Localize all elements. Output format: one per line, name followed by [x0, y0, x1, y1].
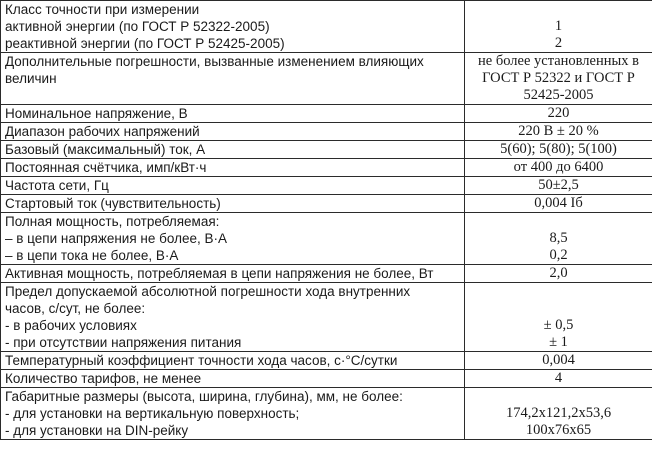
value-line: 1	[554, 18, 563, 34]
value-cell	[465, 283, 652, 352]
table-row	[1, 141, 652, 159]
parameter-line: Количество тарифов, не менее	[5, 371, 202, 386]
value-line: ± 0,5	[543, 317, 574, 333]
value-cell	[465, 141, 652, 159]
parameter-cell	[1, 370, 465, 388]
value-line: 0,004	[542, 352, 575, 368]
value-line	[469, 283, 648, 300]
parameter-line: – в цепи тока не более, В·А	[5, 248, 179, 263]
value-line: 220 В ± 20 %	[518, 123, 599, 139]
value-cell	[465, 53, 652, 105]
value-cell	[465, 370, 652, 388]
value-cell	[465, 159, 652, 177]
table-row	[1, 195, 652, 213]
value-line: ГОСТ Р 52322 и ГОСТ Р	[482, 70, 635, 86]
parameter-line: - при отсутствии напряжения питания	[5, 335, 242, 350]
value-line: 220	[547, 105, 570, 121]
parameter-cell	[1, 195, 465, 213]
parameter-cell	[1, 352, 465, 370]
parameter-cell	[1, 388, 465, 440]
value-cell	[465, 265, 652, 283]
parameter-line: Дополнительные погрешности, вызванные изменением влияющих	[5, 54, 424, 69]
table-row	[1, 123, 652, 141]
value-line: 50±2,5	[538, 177, 579, 193]
value-line: 0,2	[549, 247, 568, 263]
parameter-line: Класс точности при измерении	[5, 2, 200, 17]
parameter-cell	[1, 141, 465, 159]
table-row	[1, 159, 652, 177]
table-row	[1, 283, 652, 352]
parameter-cell	[1, 213, 465, 265]
parameter-line: реактивной энергии (по ГОСТ Р 52425-2005)	[5, 36, 285, 51]
value-line: 174,2х121,2х53,6	[505, 405, 612, 421]
value-line: 8,5	[549, 230, 568, 246]
value-line: 5(60); 5(80); 5(100)	[500, 141, 617, 157]
parameter-line: Постоянная счётчика, имп/кВт·ч	[5, 160, 207, 175]
value-line	[469, 388, 648, 405]
value-line: 52425-2005	[523, 87, 594, 103]
value-line	[469, 300, 648, 317]
parameter-line: часов, с/сут, не более:	[5, 301, 146, 316]
parameter-line: Активная мощность, потребляемая в цепи напряжения не более, Вт	[5, 266, 434, 281]
value-line: от 400 до 6400	[513, 159, 604, 175]
specifications-table-body	[1, 1, 652, 440]
parameter-line: активной энергии (по ГОСТ Р 52322-2005)	[5, 19, 270, 34]
parameter-cell	[1, 1, 465, 53]
parameter-line: - для установки на вертикальную поверхность;	[5, 406, 300, 421]
value-line: 0,004 Iб	[534, 195, 583, 211]
parameter-line: Температурный коэффициент точности хода часов, с·°С/сутки	[5, 353, 398, 368]
table-row	[1, 352, 652, 370]
table-row	[1, 388, 652, 440]
table-row	[1, 177, 652, 195]
parameter-line: - в рабочих условиях	[5, 318, 137, 333]
table-row	[1, 105, 652, 123]
parameter-line: Полная мощность, потребляемая:	[5, 214, 220, 229]
table-row	[1, 213, 652, 265]
parameter-line: величин	[5, 71, 57, 86]
value-cell	[465, 352, 652, 370]
value-cell	[465, 388, 652, 440]
value-line	[469, 213, 648, 230]
parameter-line: Стартовый ток (чувствительность)	[5, 196, 221, 211]
parameter-line: – в цепи напряжения не более, В·А	[5, 231, 227, 246]
value-cell	[465, 177, 652, 195]
parameter-cell	[1, 105, 465, 123]
value-line: не более установленных в	[478, 53, 639, 69]
parameter-line: Базовый (максимальный) ток, А	[5, 142, 206, 157]
value-cell	[465, 123, 652, 141]
value-line: 100х76х65	[525, 422, 592, 438]
value-line: 4	[554, 370, 563, 386]
value-line	[469, 1, 648, 18]
table-row	[1, 53, 652, 105]
parameter-line: Номинальное напряжение, В	[5, 106, 188, 121]
table-row	[1, 1, 652, 53]
value-cell	[465, 1, 652, 53]
parameter-line: Предел допускаемой абсолютной погрешности хода внутренних	[5, 284, 411, 299]
parameter-line: Частота сети, Гц	[5, 178, 109, 193]
value-cell	[465, 195, 652, 213]
parameter-line: Габаритные размеры (высота, ширина, глубина), мм, не более:	[5, 389, 403, 404]
value-line: 2	[554, 35, 563, 51]
parameter-cell	[1, 283, 465, 352]
parameter-cell	[1, 123, 465, 141]
parameter-cell	[1, 53, 465, 105]
parameter-cell	[1, 159, 465, 177]
value-line: 2,0	[549, 265, 568, 281]
parameter-line: Диапазон рабочих напряжений	[5, 124, 200, 139]
parameter-cell	[1, 177, 465, 195]
parameter-cell	[1, 265, 465, 283]
table-row	[1, 265, 652, 283]
value-line: ± 1	[549, 334, 568, 350]
value-cell	[465, 213, 652, 265]
table-row	[1, 370, 652, 388]
parameter-line: - для установки на DIN-рейку	[5, 423, 189, 438]
value-cell	[465, 105, 652, 123]
